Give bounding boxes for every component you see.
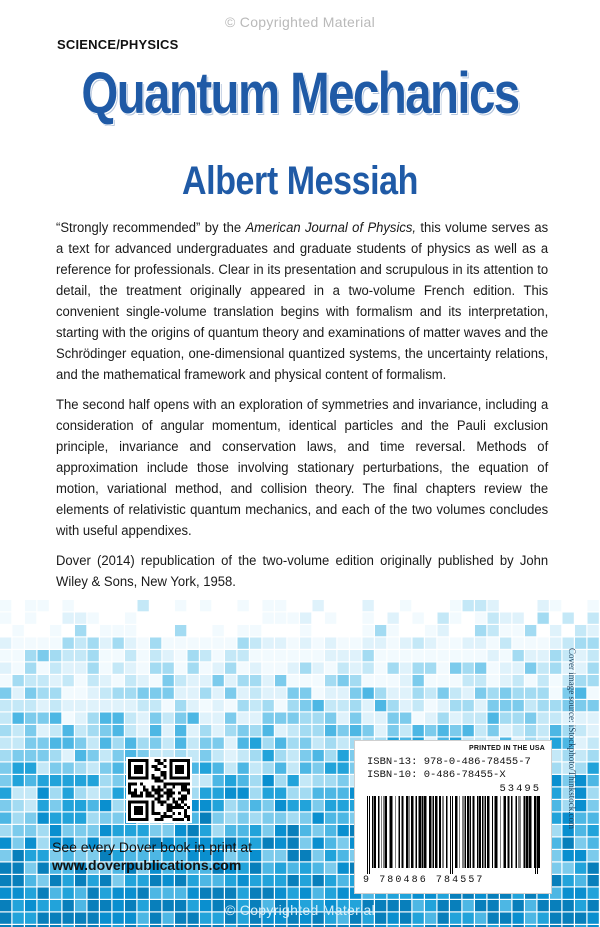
blurb-paragraph-2: The second half opens with an exploration of symmetries and invariance, including a consideration of angular momentum, identical particles and the Pauli exclusion principle, invariance and conservation laws, and time reversal. Methods of approximation include those involving stationary perturbations, the equation of motion, variational method, and collision theory. The final chapters review the elements of relativistic quantum mechanics, and each of the two volumes concludes with useful appendixes. [56, 397, 549, 539]
blurb-paragraph-3: Dover (2014) republication of the two-volume edition originally published by John Wiley & Sons, New York, 1958. [56, 553, 549, 590]
book-author: Albert Messiah [182, 159, 418, 203]
price-code: 53495 [499, 783, 541, 795]
book-title: Quantum Mechanics [81, 61, 519, 126]
isbn-10: ISBN-10: 0-486-78455-X [367, 769, 506, 781]
barcode-digits: 9 780486 784557 [363, 875, 485, 886]
cover-credit-text: Cover image source: iStockphoto/Thinkstock.com [567, 648, 577, 829]
barcode-panel [354, 740, 552, 894]
blurb-text: “Strongly recommended” by the [56, 220, 246, 236]
cover-image-credit [565, 648, 579, 878]
category-label: SCIENCE/PHYSICS [57, 37, 179, 52]
blurb-paragraph-1 [56, 218, 548, 386]
copyright-watermark-top: © Copyrighted Material [225, 14, 375, 30]
blurb-text: this volume serves as a text for advanced undergraduates and graduate students of physics as well as a reference for professionals. Clear in its presentation and scrupulous in its attention to detail, the treatment originally appeared in a two-volume French edition. This convenient single-volume translation begins with formalism and its interpretation, starting with the origins of quantum theory and examinations of matter waves and the Schrödinger equation, one-dimensional quantized systems, the uncertainty relations, and the mathematical framework and physical content of formalism. [56, 220, 549, 383]
copyright-watermark-bottom: © Copyrighted Material [225, 902, 375, 918]
description-blurb [56, 218, 548, 602]
journal-name: American Journal of Physics, [245, 220, 417, 236]
qr-code-icon [126, 757, 192, 823]
printed-in-usa: PRINTED IN THE USA [469, 745, 545, 752]
promo-line: See every Dover book in print at [52, 839, 252, 855]
isbn-13: ISBN-13: 978-0-486-78455-7 [367, 756, 531, 768]
barcode-icon [363, 796, 543, 874]
dover-website-link[interactable]: www.doverpublications.com [52, 857, 242, 873]
